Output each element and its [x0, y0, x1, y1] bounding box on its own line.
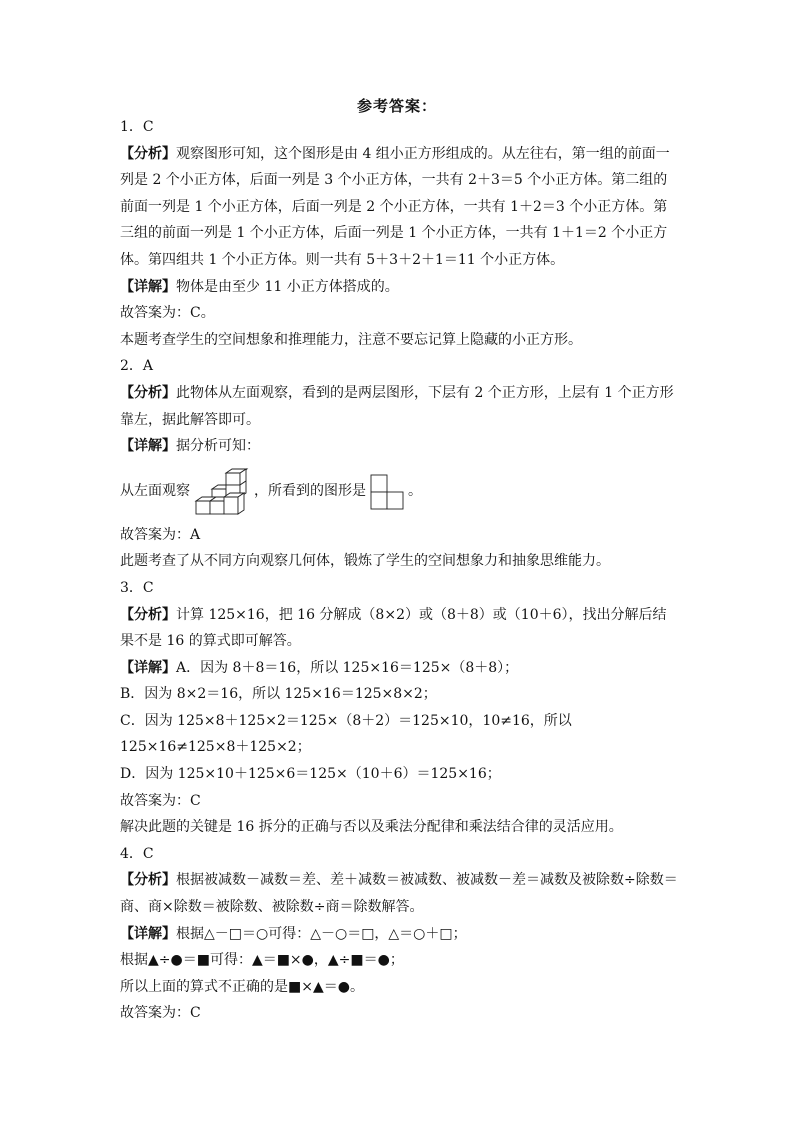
- q3-line-d: D．因为 125×10＋125×6＝125×（10＋6）＝125×16；: [120, 766, 501, 783]
- q2-figure-line: [120, 464, 680, 520]
- q2-conclusion: 故答案为：A: [120, 526, 201, 543]
- q3-line-c: C．因为 125×8＋125×2＝125×（8＋2）＝125×10，10≠16，所以 125×16≠125×8＋125×2；: [120, 712, 572, 756]
- q1-conclusion: 故答案为：C。: [120, 305, 215, 322]
- q1-analysis: [120, 141, 680, 274]
- q2-figure-middle: ，所看到的图形是: [254, 483, 366, 500]
- q2-figure-suffix: 。: [408, 483, 422, 500]
- answer-content: [120, 114, 680, 1027]
- q4-answer: 4．C: [120, 845, 154, 862]
- q1-detail-tag: 【详解】: [120, 278, 176, 295]
- q2-answer: 2．A: [120, 358, 154, 375]
- q4-line-2: 根据▲÷●＝■可得：▲＝■×●，▲÷■＝●；: [120, 952, 404, 969]
- q4-detail: [120, 921, 680, 948]
- q2-detail-text: 据分析可知：: [176, 438, 260, 455]
- q2-detail-tag: 【详解】: [120, 438, 176, 455]
- q3-line-b: B．因为 8×2＝16，所以 125×16＝125×8×2；: [120, 686, 437, 703]
- q4-analysis: [120, 867, 680, 920]
- q2-analysis-tag: 【分析】: [120, 384, 176, 401]
- q1-detail-text: 物体是由至少 11 小正方体搭成的。: [176, 278, 399, 295]
- q4-conclusion: 故答案为：C: [120, 1005, 201, 1022]
- q3-analysis-text: 计算 125×16，把 16 分解成（8×2）或（8＋8）或（10＋6），找出分解后结果不是 16 的算式即可解答。: [120, 606, 667, 650]
- q3-answer: 3．C: [120, 579, 154, 596]
- q2-analysis-text: 此物体从左面观察，看到的是两层图形，下层有 2 个正方形，上层有 1 个正方形靠左，据此解答即可。: [120, 384, 674, 428]
- q2-figure-prefix: 从左面观察: [120, 483, 190, 500]
- q4-analysis-text: 根据被减数－减数＝差、差＋减数＝被减数、被减数－差＝减数及被除数÷除数＝商、商×除数＝被除数、被除数÷商＝除数解答。: [120, 872, 678, 916]
- q4-line-3: 所以上面的算式不正确的是■×▲＝●。: [120, 978, 364, 995]
- q3-detail: [120, 655, 680, 682]
- q3-analysis: [120, 602, 680, 655]
- q3-detail-text: A．因为 8＋8＝16，所以 125×16＝125×（8＋8）；: [176, 659, 519, 676]
- q1-comment: 本题考查学生的空间想象和推理能力，注意不要忘记算上隐藏的小正方形。: [120, 331, 582, 348]
- page-title: 参考答案：: [356, 97, 437, 115]
- q1-analysis-tag: 【分析】: [120, 145, 176, 162]
- q1-answer: 1．C: [120, 119, 154, 135]
- q1-detail: [120, 274, 680, 301]
- left-view-figure: [370, 474, 404, 510]
- q4-analysis-tag: 【分析】: [120, 872, 176, 889]
- q1-analysis-text: 观察图形可知，这个图形是由 4 组小正方形组成的。从左往右，第一组的前面一列是 2 个小正方体，后面一列是 3 个小正方体，一共有 2＋3＝5 个小正方体。第二组的前面一列是 1 个小正方体，后面一列是 2 个小正方体，一共有 1＋2＝3 个小正方体。第三组的前面一列是 1 个小正方体，后面一列是 1 个小正方体，一共有 1＋1＝2 个小正方体。第四组共 1 个小正方体。则一共有 5＋3＋2＋1＝11 个小正方体。: [120, 145, 670, 268]
- q4-detail-tag: 【详解】: [120, 925, 176, 942]
- q2-comment: 此题考查了从不同方向观察几何体，锻炼了学生的空间想象力和抽象思维能力。: [120, 553, 610, 570]
- q3-conclusion: 故答案为：C: [120, 792, 201, 809]
- q4-detail-text: 根据△－□＝○可得：△－○＝□，△＝○＋□；: [176, 925, 467, 942]
- q3-comment: 解决此题的关键是 16 拆分的正确与否以及乘法分配律和乘法结合律的灵活应用。: [120, 819, 623, 836]
- stacked-cubes-figure: [194, 467, 250, 517]
- q3-detail-tag: 【详解】: [120, 659, 176, 676]
- q2-analysis: [120, 380, 680, 433]
- q3-analysis-tag: 【分析】: [120, 606, 176, 623]
- q2-detail: [120, 433, 680, 460]
